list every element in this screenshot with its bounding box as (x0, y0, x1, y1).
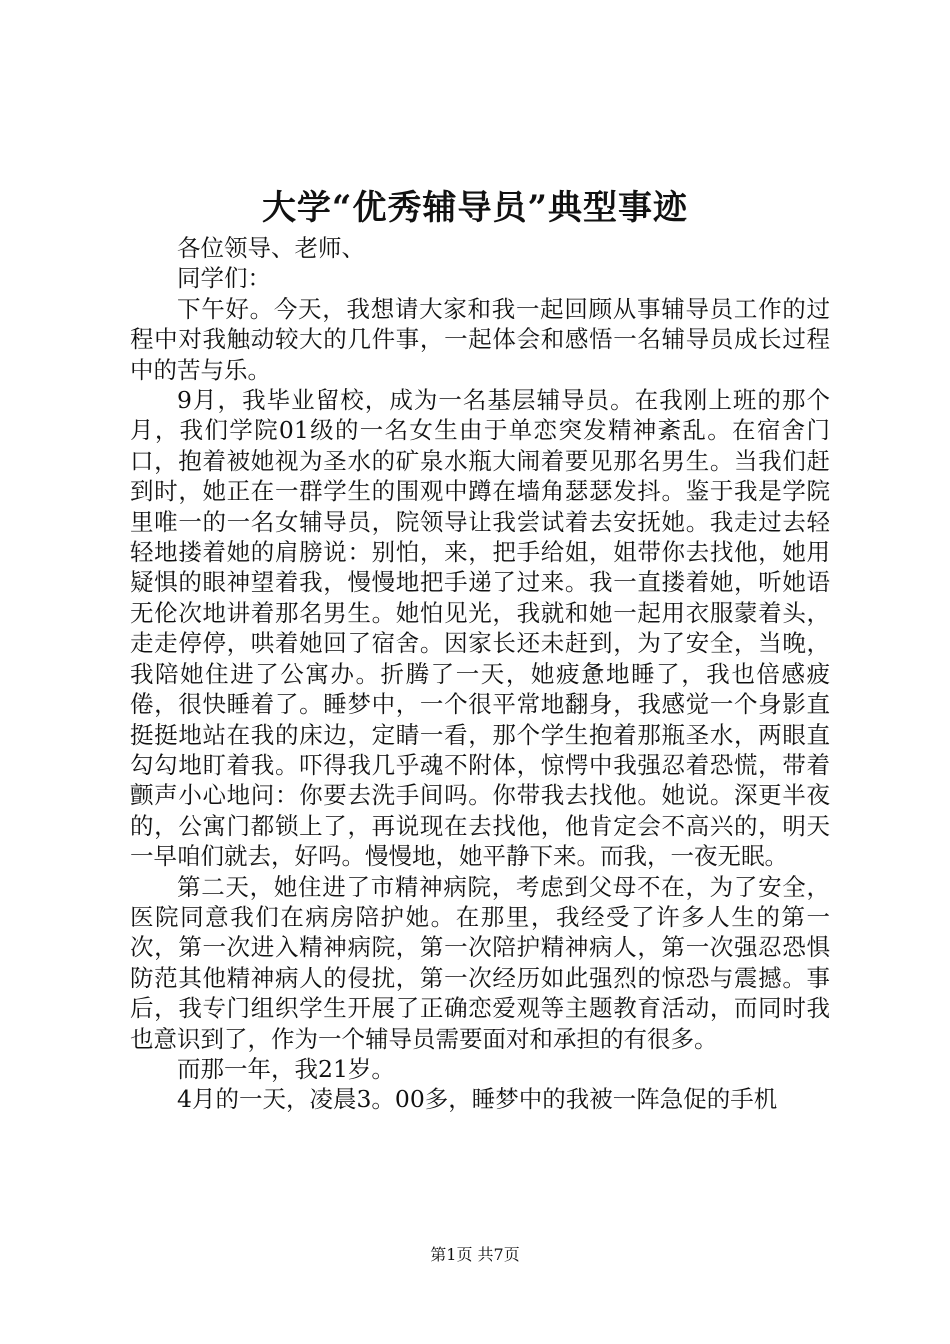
document-title: 大学“优秀辅导员”典型事迹 (261, 188, 689, 228)
document-body (130, 233, 830, 1115)
paragraph-age: 而那一年，我21岁。 (177, 1054, 395, 1083)
paragraph-story-3: 4月的一天，凌晨3。00多，睡梦中的我被一阵急促的手机 (177, 1085, 778, 1114)
page-footer: 第1页 共7页 (430, 1245, 520, 1264)
paragraph-salutation-1: 各位领导、老师、 (177, 234, 365, 262)
paragraph-greeting: 下午好。今天，我想请大家和我一起回顾从事辅导员工作的过程中对我触动较大的几件事，一起体会和感悟一名辅导员成长过程中的苦与乐。 (130, 294, 830, 384)
paragraph-story-2: 第二天，她住进了市精神病院，考虑到父母不在，为了安全，医院同意我们在病房陪护她。在那里，我经受了许多人生的第一次，第一次进入精神病院，第一次陪护精神病人，第一次强忍恐惧防范其他精神病人的侵扰，第一次经历如此强烈的惊恐与震撼。事后，我专门组织学生开展了正确恋爱观等主题教育活动，而同时我也意识到了，作为一个辅导员需要面对和承担的有很多。 (130, 872, 830, 1053)
paragraph-story-1: 9月，我毕业留校，成为一名基层辅导员。在我刚上班的那个月，我们学院01级的一名女生由于单恋突发精神紊乱。在宿舍门口，抱着被她视为圣水的矿泉水瓶大闹着要见那名男生。当我们赶到时，她正在一群学生的围观中蹲在墙角瑟瑟发抖。鉴于我是学院里唯一的一名女辅导员，院领导让我尝试着去安抚她。我走过去轻轻地搂着她的肩膀说：别怕，来，把手给姐，姐带你去找他，她用疑惧的眼神望着我，慢慢地把手递了过来。我一直搂着她，听她语无伦次地讲着那名男生。她怕见光，我就和她一起用衣服蒙着头，走走停停，哄着她回了宿舍。因家长还未赶到，为了安全，当晚，我陪她住进了公寓办。折腾了一天，她疲惫地睡了，我也倍感疲倦，很快睡着了。睡梦中，一个很平常地翻身，我感觉一个身影直挺挺地站在我的床边，定睛一看，那个学生抱着那瓶圣水，两眼直勾勾地盯着我。吓得我几乎魂不附体，惊愕中我强忍着恐慌，带着颤声小心地问：你要去洗手间吗。你带我去找他。她说。深更半夜的，公寓门都锁上了，再说现在去找他，他肯定会不高兴的，明天一早咱们就去，好吗。慢慢地，她平静下来。而我，一夜无眠。 (130, 386, 830, 871)
paragraph-salutation-2: 同学们： (177, 264, 271, 293)
